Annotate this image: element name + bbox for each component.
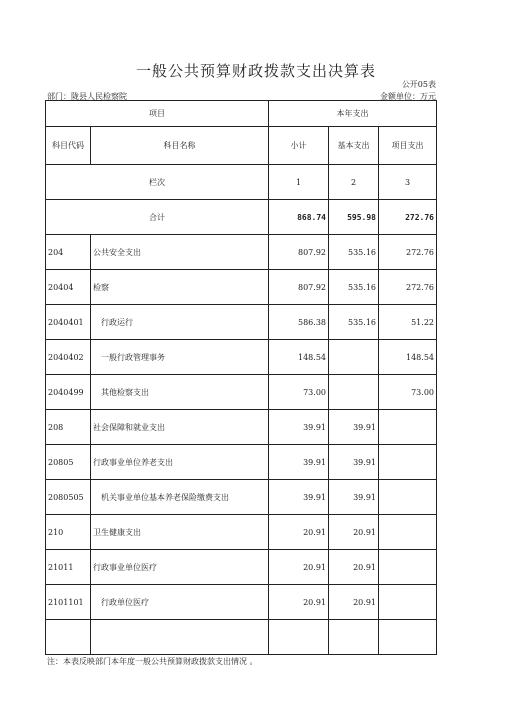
- row-project: 148.54: [379, 340, 437, 375]
- row-subtotal: 807.92: [269, 270, 329, 305]
- table-row: [46, 410, 437, 445]
- row-name: 社会保障和就业支出: [91, 410, 269, 445]
- table-row: [46, 270, 437, 305]
- row-basic: 39.91: [329, 480, 379, 515]
- lanci-col-1: 1: [269, 165, 329, 200]
- row-name: 卫生健康支出: [91, 515, 269, 550]
- row-project: [379, 585, 437, 620]
- row-subtotal: [269, 620, 329, 655]
- row-name: 行政单位医疗: [91, 585, 269, 620]
- table-row: [46, 235, 437, 270]
- row-name: 行政运行: [91, 305, 269, 340]
- row-name: 行政事业单位医疗: [91, 550, 269, 585]
- row-basic: 39.91: [329, 410, 379, 445]
- row-project: [379, 410, 437, 445]
- lanci-row: [46, 165, 437, 200]
- row-code: [46, 620, 91, 655]
- row-project: 51.22: [379, 305, 437, 340]
- row-subtotal: 39.91: [269, 445, 329, 480]
- header-subtotal: 小计: [269, 127, 329, 165]
- row-basic: 20.91: [329, 585, 379, 620]
- row-project: [379, 550, 437, 585]
- header-name: 科目名称: [91, 127, 269, 165]
- row-code: 204: [46, 235, 91, 270]
- row-project: 272.76: [379, 270, 437, 305]
- row-subtotal: 148.54: [269, 340, 329, 375]
- row-project: [379, 620, 437, 655]
- row-name: 其他检察支出: [91, 375, 269, 410]
- total-row: [46, 200, 437, 235]
- lanci-col-3: 3: [379, 165, 437, 200]
- row-name: 公共安全支出: [91, 235, 269, 270]
- row-basic: [329, 375, 379, 410]
- row-code: 2080505: [46, 480, 91, 515]
- lanci-col-2: 2: [329, 165, 379, 200]
- table-row: [46, 550, 437, 585]
- row-code: 20805: [46, 445, 91, 480]
- header-row-2: [46, 127, 437, 165]
- total-project: 272.76: [379, 200, 437, 235]
- row-code: 208: [46, 410, 91, 445]
- row-code: 21011: [46, 550, 91, 585]
- row-basic: 535.16: [329, 270, 379, 305]
- total-label: 合计: [46, 200, 269, 235]
- row-subtotal: 20.91: [269, 550, 329, 585]
- row-project: [379, 445, 437, 480]
- table-row: [46, 375, 437, 410]
- row-code: 2101101: [46, 585, 91, 620]
- header-project: 项目支出: [379, 127, 437, 165]
- header-year-expense: 本年支出: [269, 101, 437, 127]
- row-code: 210: [46, 515, 91, 550]
- department-label: 部门：陇县人民检察院: [47, 92, 127, 101]
- header-code: 科目代码: [46, 127, 91, 165]
- table-row: [46, 585, 437, 620]
- row-project: [379, 480, 437, 515]
- row-project: 73.00: [379, 375, 437, 410]
- row-subtotal: 586.38: [269, 305, 329, 340]
- row-basic: 535.16: [329, 235, 379, 270]
- row-name: [91, 620, 269, 655]
- expense-table: [45, 100, 437, 655]
- row-subtotal: 20.91: [269, 515, 329, 550]
- row-basic: 535.16: [329, 305, 379, 340]
- row-basic: 39.91: [329, 445, 379, 480]
- table-row: [46, 305, 437, 340]
- table-row: [46, 620, 437, 655]
- row-basic: 20.91: [329, 515, 379, 550]
- row-code: 20404: [46, 270, 91, 305]
- row-code: 2040402: [46, 340, 91, 375]
- total-basic: 595.98: [329, 200, 379, 235]
- header-item: 项目: [46, 101, 269, 127]
- row-basic: [329, 620, 379, 655]
- page-title: 一般公共预算财政拨款支出决算表: [135, 62, 376, 80]
- row-name: 检察: [91, 270, 269, 305]
- lanci-label: 栏次: [46, 165, 269, 200]
- row-subtotal: 39.91: [269, 410, 329, 445]
- form-number: 公开05表: [401, 80, 436, 89]
- row-name: 一般行政管理事务: [91, 340, 269, 375]
- row-project: [379, 515, 437, 550]
- table-row: [46, 480, 437, 515]
- footnote: 注：本表反映部门本年度一般公共预算财政拨款支出情况 。: [47, 657, 258, 666]
- row-code: 2040401: [46, 305, 91, 340]
- row-subtotal: 20.91: [269, 585, 329, 620]
- row-subtotal: 807.92: [269, 235, 329, 270]
- row-basic: [329, 340, 379, 375]
- row-code: 2040499: [46, 375, 91, 410]
- row-subtotal: 73.00: [269, 375, 329, 410]
- row-basic: 20.91: [329, 550, 379, 585]
- row-subtotal: 39.91: [269, 480, 329, 515]
- header-row-1: [46, 101, 437, 127]
- row-name: 行政事业单位养老支出: [91, 445, 269, 480]
- table-row: [46, 445, 437, 480]
- total-subtotal: 868.74: [269, 200, 329, 235]
- table-row: [46, 340, 437, 375]
- row-name: 机关事业单位基本养老保险缴费支出: [91, 480, 269, 515]
- row-project: 272.76: [379, 235, 437, 270]
- header-basic: 基本支出: [329, 127, 379, 165]
- unit-label: 金额单位：万元: [380, 92, 436, 101]
- table-row: [46, 515, 437, 550]
